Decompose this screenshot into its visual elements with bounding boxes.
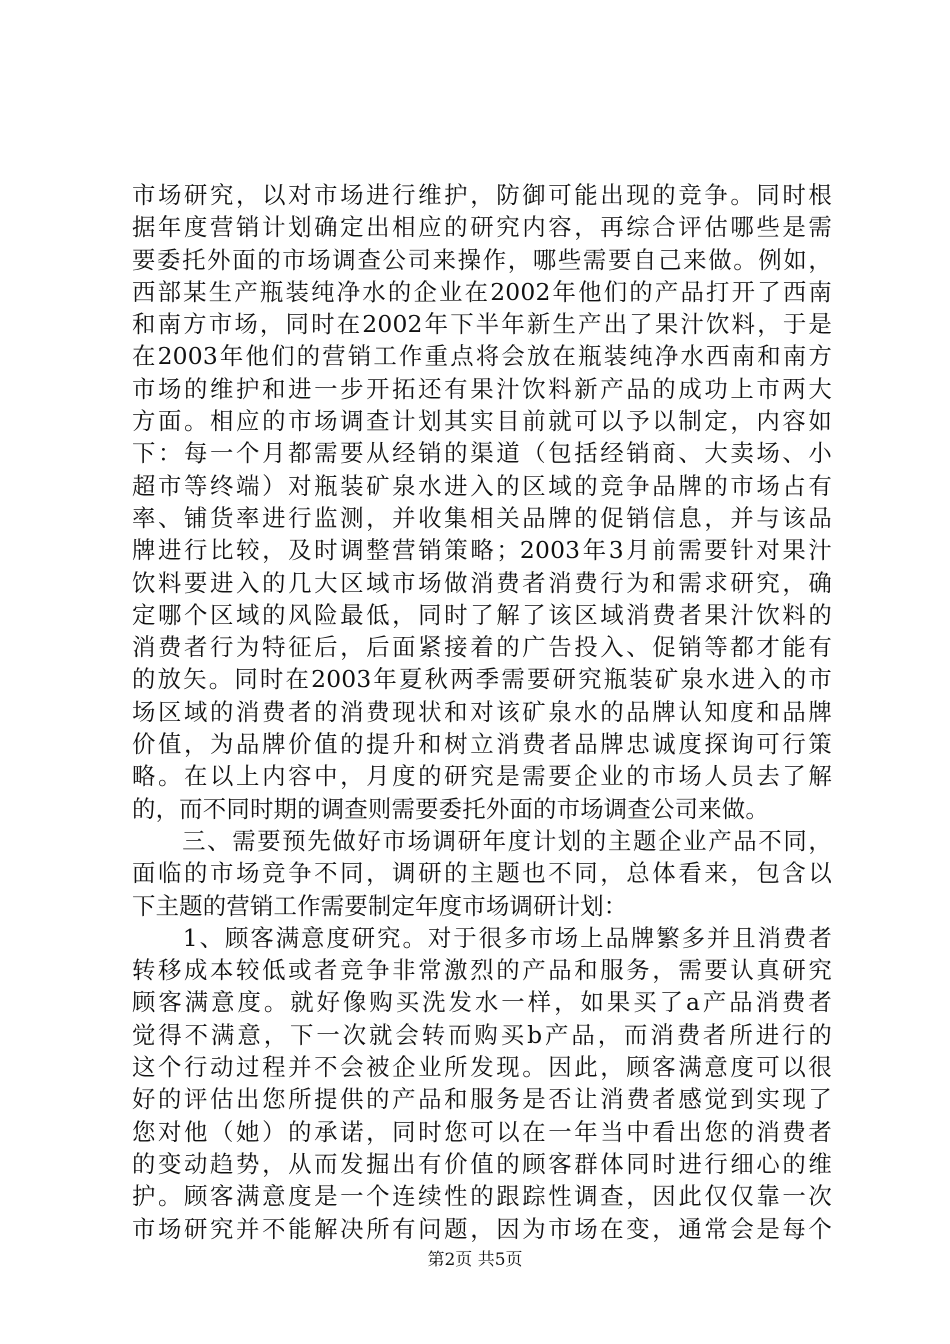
text-line: 下主题的营销工作需要制定年度市场调研计划： — [132, 891, 628, 920]
text-line: 市场研究并不能解决所有问题，因为市场在变，通常会是每个 — [132, 1214, 832, 1243]
text-line: 您对他（她）的承诺，同时您可以在一年当中看出您的消费者 — [132, 1117, 832, 1146]
text-line: 场区域的消费者的消费现状和对该矿泉水的品牌认知度和品牌 — [132, 697, 832, 726]
text-line: 顾客满意度。就好像购买洗发水一样，如果买了a产品消费者 — [132, 988, 832, 1017]
text-line: 的，而不同时期的调查则需要委托外面的市场调查公司来做。 — [132, 794, 769, 823]
text-line: 消费者行为特征后，后面紧接着的广告投入、促销等都才能有 — [132, 633, 832, 662]
text-line: 面临的市场竞争不同，调研的主题也不同，总体看来，包含以 — [132, 859, 832, 888]
text-line: 据年度营销计划确定出相应的研究内容，再综合评估哪些是需 — [132, 213, 832, 242]
page-number-footer: 第2页 共5页 — [427, 1250, 523, 1270]
text-line: 价值，为品牌价值的提升和树立消费者品牌忠诚度探询可行策 — [132, 730, 832, 759]
text-line: 的放矢。同时在2003年夏秋两季需要研究瓶装矿泉水进入的市 — [132, 665, 832, 694]
text-line: 市场研究，以对市场进行维护，防御可能出现的竞争。同时根 — [132, 181, 832, 209]
text-line: 觉得不满意，下一次就会转而购买b产品，而消费者所进行的 — [132, 1020, 832, 1049]
body-text — [132, 179, 832, 1245]
text-line: 略。在以上内容中，月度的研究是需要企业的市场人员去了解 — [132, 762, 832, 791]
text-line: 要委托外面的市场调查公司来操作，哪些需要自己来做。例如， — [132, 245, 832, 274]
text-line: 下：每一个月都需要从经销的渠道（包括经销商、大卖场、小 — [132, 439, 832, 468]
text-line: 这个行动过程并不会被企业所发现。因此，顾客满意度可以很 — [132, 1053, 832, 1082]
text-line: 三、需要预先做好市场调研年度计划的主题企业产品不同， — [132, 826, 832, 855]
text-line: 西部某生产瓶装纯净水的企业在2002年他们的产品打开了西南 — [132, 277, 832, 306]
text-line: 的变动趋势，从而发掘出有价值的顾客群体同时进行细心的维 — [132, 1149, 832, 1178]
text-line: 好的评估出您所提供的产品和服务是否让消费者感觉到实现了 — [132, 1085, 832, 1114]
text-line: 牌进行比较，及时调整营销策略；2003年3月前需要针对果汁 — [132, 536, 832, 565]
text-line: 超市等终端）对瓶装矿泉水进入的区域的竞争品牌的市场占有 — [132, 471, 832, 500]
text-line: 转移成本较低或者竞争非常激烈的产品和服务，需要认真研究 — [132, 956, 832, 985]
text-line: 饮料要进入的几大区域市场做消费者消费行为和需求研究，确 — [132, 568, 832, 597]
text-line: 定哪个区域的风险最低，同时了解了该区域消费者果汁饮料的 — [132, 600, 832, 629]
text-line: 方面。相应的市场调查计划其实目前就可以予以制定，内容如 — [132, 407, 832, 436]
text-line: 护。顾客满意度是一个连续性的跟踪性调查，因此仅仅靠一次 — [132, 1182, 832, 1211]
text-line: 和南方市场，同时在2002年下半年新生产出了果汁饮料，于是 — [132, 310, 832, 339]
text-line: 率、铺货率进行监测，并收集相关品牌的促销信息，并与该品 — [132, 503, 832, 532]
text-line: 在2003年他们的营销工作重点将会放在瓶装纯净水西南和南方 — [132, 342, 832, 371]
text-line: 市场的维护和进一步开拓还有果汁饮料新产品的成功上市两大 — [132, 374, 832, 403]
text-line: 1、顾客满意度研究。对于很多市场上品牌繁多并且消费者 — [132, 923, 832, 952]
